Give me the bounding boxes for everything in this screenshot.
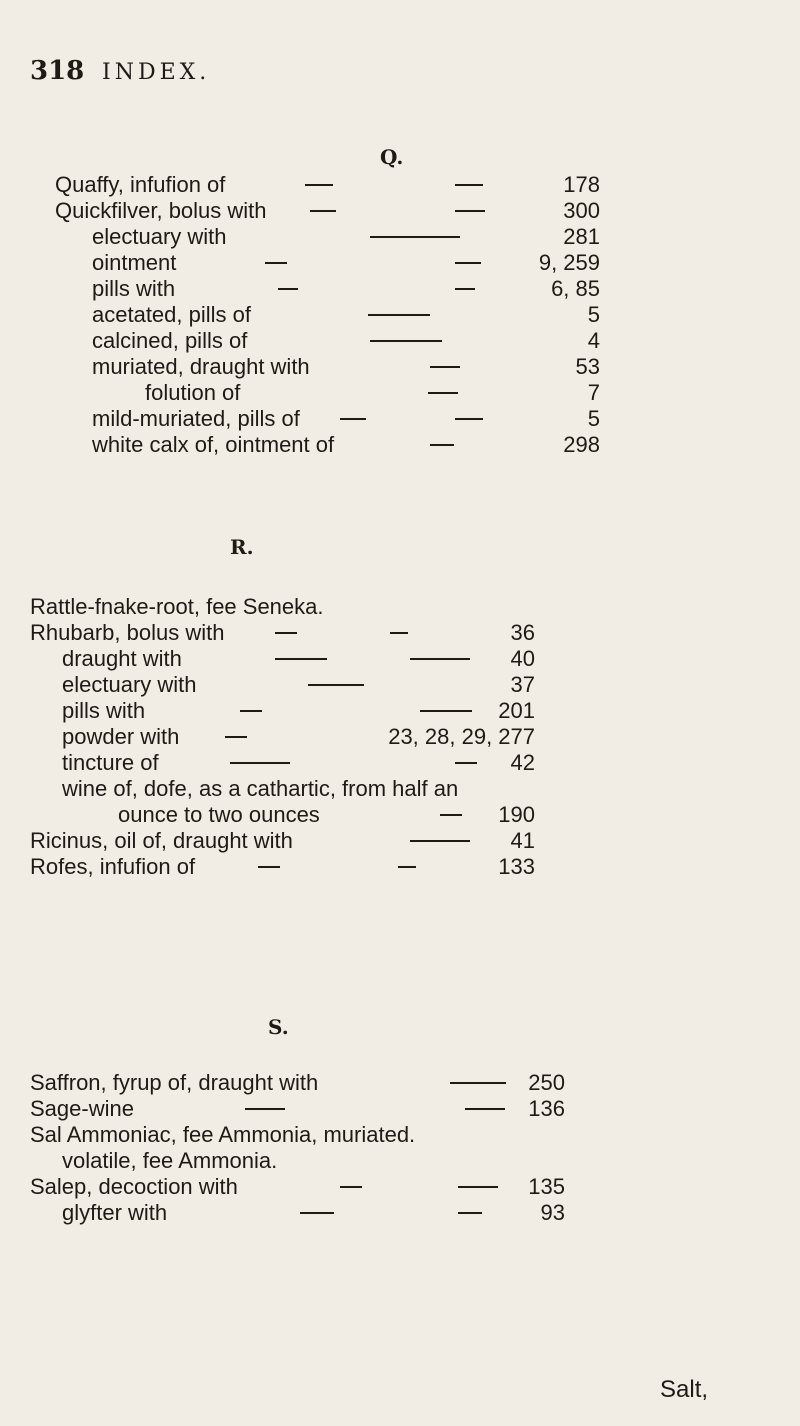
leader-dash bbox=[240, 710, 262, 712]
entry-text: Rattle-fnake-root, fee Seneka. bbox=[30, 594, 324, 619]
index-entry bbox=[0, 1174, 800, 1200]
leader-dash bbox=[428, 392, 458, 394]
leader-dash bbox=[368, 314, 430, 316]
index-entry bbox=[0, 828, 800, 854]
page-header bbox=[30, 56, 770, 96]
leader-dash bbox=[278, 288, 298, 290]
index-entry bbox=[0, 1148, 800, 1174]
entry-text: muriated, draught with bbox=[92, 354, 310, 379]
section-letter-s: S. bbox=[268, 1015, 289, 1039]
entry-text: Sage-wine bbox=[30, 1096, 134, 1121]
entry-text: Saffron, fyrup of, draught with bbox=[30, 1070, 319, 1095]
entry-text: draught with bbox=[62, 646, 182, 671]
entry-text: powder with bbox=[62, 724, 180, 749]
index-entry bbox=[0, 354, 800, 380]
entry-text: pills with bbox=[62, 698, 146, 723]
index-entry bbox=[0, 1122, 800, 1148]
leader-dash bbox=[340, 418, 366, 420]
leader-dash bbox=[310, 210, 336, 212]
entry-text: folution of bbox=[145, 380, 241, 405]
leader-dash bbox=[398, 866, 416, 868]
index-entry bbox=[0, 594, 800, 620]
entry-text: electuary with bbox=[92, 224, 227, 249]
entry-pages: 9, 259 bbox=[538, 250, 600, 275]
index-entry bbox=[0, 432, 800, 458]
entry-pages: 5 bbox=[587, 302, 600, 327]
entry-text: ounce to two ounces bbox=[118, 802, 320, 827]
entry-text: wine of, dofe, as a cathartic, from half an bbox=[62, 776, 459, 801]
entry-pages: 281 bbox=[563, 224, 600, 249]
leader-dash bbox=[455, 210, 485, 212]
leader-dash bbox=[450, 1082, 506, 1084]
entry-text: Sal Ammoniac, fee Ammonia, muriated. bbox=[30, 1122, 416, 1147]
entry-pages: 298 bbox=[563, 432, 600, 457]
leader-dash bbox=[275, 658, 327, 660]
index-entry bbox=[0, 276, 800, 302]
entry-pages: 135 bbox=[528, 1174, 565, 1199]
page-number: 318 bbox=[30, 56, 85, 86]
index-entry bbox=[0, 802, 800, 828]
entry-text: Salep, decoction with bbox=[30, 1174, 238, 1199]
entry-text: calcined, pills of bbox=[92, 328, 248, 353]
leader-dash bbox=[390, 632, 408, 634]
entry-text: acetated, pills of bbox=[92, 302, 251, 327]
entry-text: electuary with bbox=[62, 672, 197, 697]
section-letter-r: R. bbox=[230, 535, 254, 559]
index-entry bbox=[0, 380, 800, 406]
entry-pages: 40 bbox=[510, 646, 535, 671]
leader-dash bbox=[305, 184, 333, 186]
leader-dash bbox=[225, 736, 247, 738]
entry-pages: 7 bbox=[587, 380, 600, 405]
index-entry bbox=[0, 1070, 800, 1096]
index-entry bbox=[0, 1200, 800, 1226]
leader-dash bbox=[440, 814, 462, 816]
entry-text: pills with bbox=[92, 276, 176, 301]
entry-text: ointment bbox=[92, 250, 177, 275]
running-head: INDEX. bbox=[102, 60, 211, 85]
entry-pages: 250 bbox=[528, 1070, 565, 1095]
leader-dash bbox=[370, 340, 442, 342]
leader-dash bbox=[455, 418, 483, 420]
leader-dash bbox=[300, 1212, 334, 1214]
entry-pages: 133 bbox=[498, 854, 535, 879]
entry-text: mild-muriated, pills of bbox=[92, 406, 300, 431]
leader-dash bbox=[430, 444, 454, 446]
index-entry bbox=[0, 406, 800, 432]
leader-dash bbox=[230, 762, 290, 764]
index-entry bbox=[0, 620, 800, 646]
index-entry bbox=[0, 198, 800, 224]
entry-text: Rhubarb, bolus with bbox=[30, 620, 225, 645]
entry-text: Ricinus, oil of, draught with bbox=[30, 828, 293, 853]
leader-dash bbox=[455, 262, 481, 264]
leader-dash bbox=[265, 262, 287, 264]
entry-pages: 37 bbox=[510, 672, 535, 697]
index-entry bbox=[0, 1096, 800, 1122]
entry-pages: 93 bbox=[540, 1200, 565, 1225]
index-entry bbox=[0, 698, 800, 724]
entry-text: Quickfilver, bolus with bbox=[55, 198, 267, 223]
entry-pages: 201 bbox=[498, 698, 535, 723]
index-entry bbox=[0, 224, 800, 250]
entry-pages: 36 bbox=[510, 620, 535, 645]
section-letter-q: Q. bbox=[380, 145, 404, 169]
leader-dash bbox=[420, 710, 472, 712]
entry-pages: 53 bbox=[575, 354, 600, 379]
entry-text: Quaffy, infufion of bbox=[55, 172, 226, 197]
index-entry bbox=[0, 854, 800, 880]
leader-dash bbox=[275, 632, 297, 634]
leader-dash bbox=[458, 1186, 498, 1188]
index-entry bbox=[0, 724, 800, 750]
entry-text: Rofes, infufion of bbox=[30, 854, 196, 879]
index-entry bbox=[0, 328, 800, 354]
entry-pages: 23, 28, 29, 277 bbox=[388, 724, 535, 749]
entry-pages: 178 bbox=[563, 172, 600, 197]
index-entry bbox=[0, 750, 800, 776]
entry-pages: 42 bbox=[510, 750, 535, 775]
entry-pages: 6, 85 bbox=[551, 276, 600, 301]
entry-text: white calx of, ointment of bbox=[92, 432, 335, 457]
entry-text: volatile, fee Ammonia. bbox=[62, 1148, 278, 1173]
index-entry bbox=[0, 776, 800, 802]
entry-text: glyfter with bbox=[62, 1200, 168, 1225]
leader-dash bbox=[465, 1108, 505, 1110]
leader-dash bbox=[410, 840, 470, 842]
index-entry bbox=[0, 172, 800, 198]
entry-pages: 300 bbox=[563, 198, 600, 223]
index-entry bbox=[0, 672, 800, 698]
entry-pages: 41 bbox=[510, 828, 535, 853]
catchword: Salt, bbox=[660, 1376, 709, 1403]
leader-dash bbox=[455, 762, 477, 764]
index-entry bbox=[0, 302, 800, 328]
leader-dash bbox=[410, 658, 470, 660]
leader-dash bbox=[308, 684, 364, 686]
leader-dash bbox=[458, 1212, 482, 1214]
index-entry bbox=[0, 646, 800, 672]
entry-pages: 136 bbox=[528, 1096, 565, 1121]
leader-dash bbox=[455, 288, 475, 290]
leader-dash bbox=[245, 1108, 285, 1110]
leader-dash bbox=[370, 236, 460, 238]
index-entry bbox=[0, 250, 800, 276]
leader-dash bbox=[258, 866, 280, 868]
entry-pages: 5 bbox=[587, 406, 600, 431]
leader-dash bbox=[340, 1186, 362, 1188]
entry-pages: 190 bbox=[498, 802, 535, 827]
entry-pages: 4 bbox=[587, 328, 600, 353]
entry-text: tincture of bbox=[62, 750, 159, 775]
leader-dash bbox=[430, 366, 460, 368]
leader-dash bbox=[455, 184, 483, 186]
